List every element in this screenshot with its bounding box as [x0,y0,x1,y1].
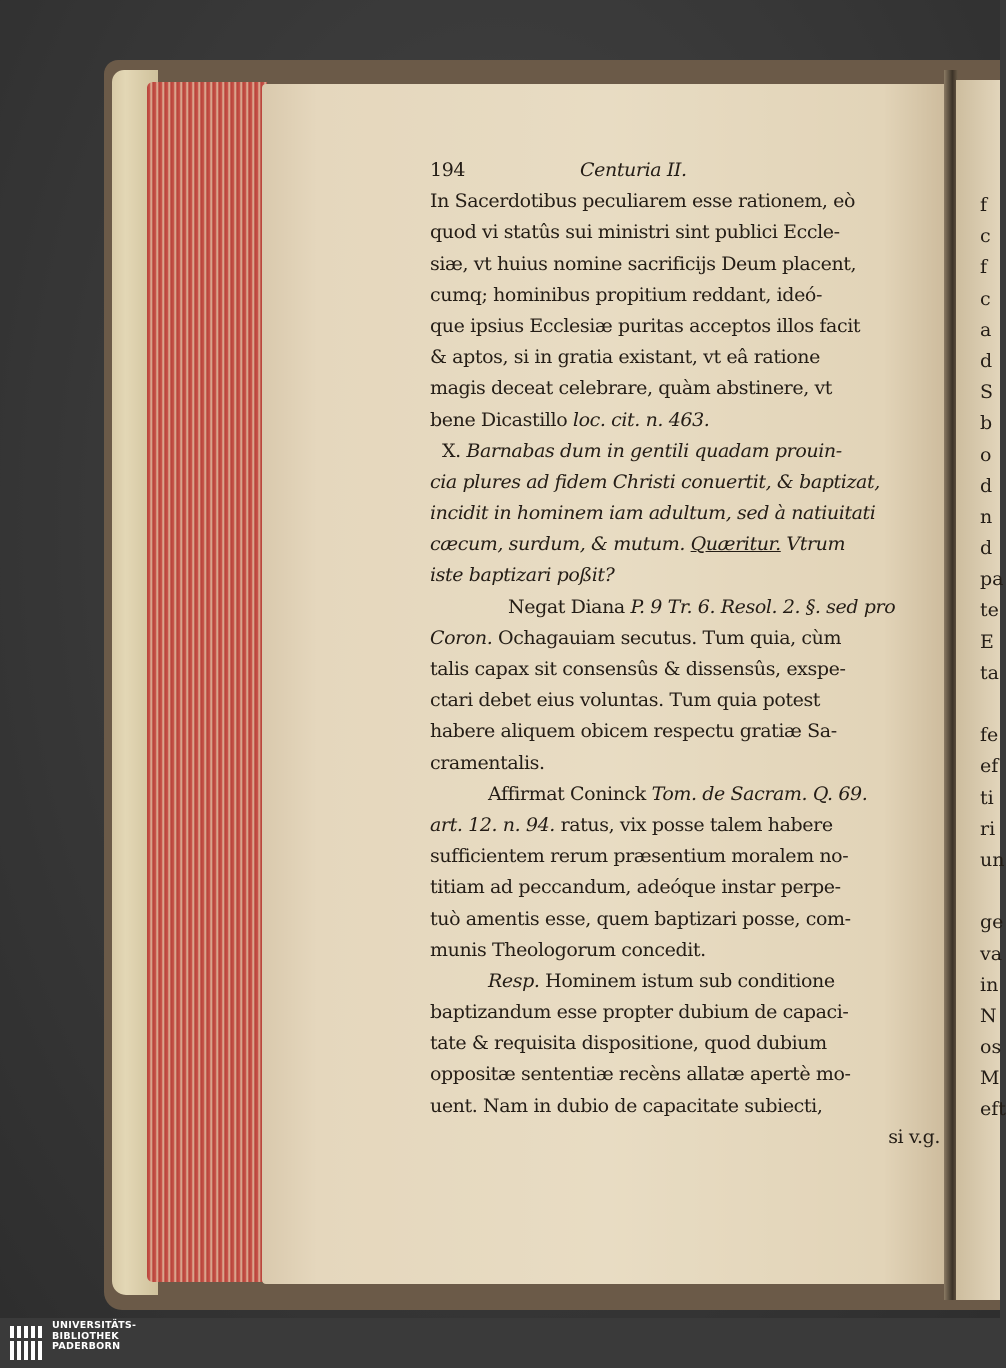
resp-line: tate & requisita dispositione, quod dubium [430,1032,827,1055]
red-page-edges [147,82,267,1282]
text-line: In Sacerdotibus peculiarem esse rationem, eò [430,190,855,213]
running-title: Centuria II. [580,159,687,181]
fragment: o [980,443,992,466]
section-x-line: cia plures ad fidem Christi conuertit, & baptizat, [430,470,880,493]
negat-line: habere aliquem obicem respectu gratiæ Sa- [430,720,837,743]
quaeritur-label: Quæritur. [690,533,781,556]
fragment: ta [980,661,999,684]
fragment [980,689,1000,720]
text-segment: ratus, vix posse talem habere [560,813,833,836]
text-line: & aptos, si in gratia existant, vt eâ ratione [430,346,820,369]
resp-line [430,966,942,997]
logo-line: BIBLIOTHEK [52,1330,119,1342]
fragment: va [980,942,1003,965]
text-segment: bene Dicastillo [430,408,568,431]
section-x-line: iste baptizari poßit? [430,564,615,587]
fragment: b [980,412,993,435]
fragment [980,876,1000,907]
affirmat-line: titiam ad peccandum, adeóque instar perpe- [430,876,841,899]
fragment: n [980,505,993,528]
fragment: d [980,537,993,560]
fragment: ti [980,786,994,809]
section-x-line [430,436,942,467]
negat-line [430,592,942,623]
affirmat-line [430,779,942,810]
fragment: c [980,287,991,310]
fragment: E [980,630,994,653]
fragment: d [980,349,993,372]
fragment: ri [980,817,996,840]
section-x-line: incidit in hominem iam adultum, sed à natiuitati [430,502,876,525]
text-line: quod vi statûs sui ministri sint publici Eccle- [430,221,840,244]
fragment: in [980,973,999,996]
citation: art. 12. n. 94. [430,813,555,836]
text-segment: Negat Diana [508,595,625,618]
library-logo-text [52,1321,136,1353]
negat-line: talis capax sit consensûs & dissensûs, exspe- [430,658,846,680]
fragment: S [980,381,994,404]
text-segment: Hominem istum sub conditione [545,969,835,992]
fragment: a [980,318,992,341]
fragment: N [980,1004,997,1027]
fragment: f [980,194,988,216]
text-segment: Ochagauiam secutus. Tum quia, cùm [498,626,842,649]
resp-line: oppositæ sententiæ recèns allatæ apertè mo- [430,1063,851,1086]
text-segment: Affirmat Coninck [488,782,646,805]
text-line: cumq; hominibus propitium reddant, ideó- [430,283,822,306]
section-x-line [430,529,942,560]
affirmat-line [430,810,942,841]
resp-label: Resp. [488,969,540,992]
fragment: c [980,225,991,248]
text-line: magis deceat celebrare, quàm abstinere, vt [430,377,833,400]
fragment: M [980,1067,1000,1090]
fragment: ef [980,755,999,778]
fragment: pa [980,568,1004,591]
text-segment: cæcum, surdum, & mutum. [430,533,685,556]
fragment: eft [980,1098,1006,1121]
text-line: siæ, vt huius nomine sacrificijs Deum placent, [430,252,857,275]
fragment: f [980,256,988,279]
citation: loc. cit. n. 463. [572,408,710,431]
logo-line: UNIVERSITÄTS- [52,1320,137,1331]
text-line [430,405,942,436]
fragment: ge [980,911,1004,934]
fragment: un [980,848,1005,871]
fragment: os [980,1036,1002,1059]
library-footer [0,1318,1000,1368]
affirmat-line: tuò amentis esse, quem baptizari posse, com- [430,907,851,930]
fragment: d [980,474,993,497]
page-text [430,155,942,1153]
text-line: que ipsius Ecclesiæ puritas acceptos illos facit [430,314,861,337]
negat-line: cramentalis. [430,751,545,774]
resp-line: uent. Nam in dubio de capacitate subiecti, [430,1094,823,1117]
running-header [430,155,942,186]
catchword: si v.g. [888,1125,940,1148]
negat-line [430,623,942,654]
affirmat-line: munis Theologorum concedit. [430,938,706,961]
logo-line: PADERBORN [52,1341,121,1352]
right-page-text-fragments [980,190,1006,1126]
resp-line: baptizandum esse propter dubium de capaci- [430,1001,849,1024]
fragment: fe [980,724,999,747]
fragment: te [980,599,999,622]
text-segment: Barnabas dum in gentili quadam prouin- [466,439,842,462]
section-numeral: X. [442,439,461,462]
affirmat-line: sufficientem rerum præsentium moralem no- [430,845,849,868]
negat-line: ctari debet eius voluntas. Tum quia potest [430,689,821,712]
page-number: 194 [430,159,466,181]
library-logo-icon [8,1322,44,1364]
citation: Tom. de Sacram. Q. 69. [651,782,868,805]
text-segment: Vtrum [786,533,846,556]
citation: P. 9 Tr. 6. Resol. 2. §. sed pro [630,595,896,618]
citation: Coron. [430,626,493,649]
